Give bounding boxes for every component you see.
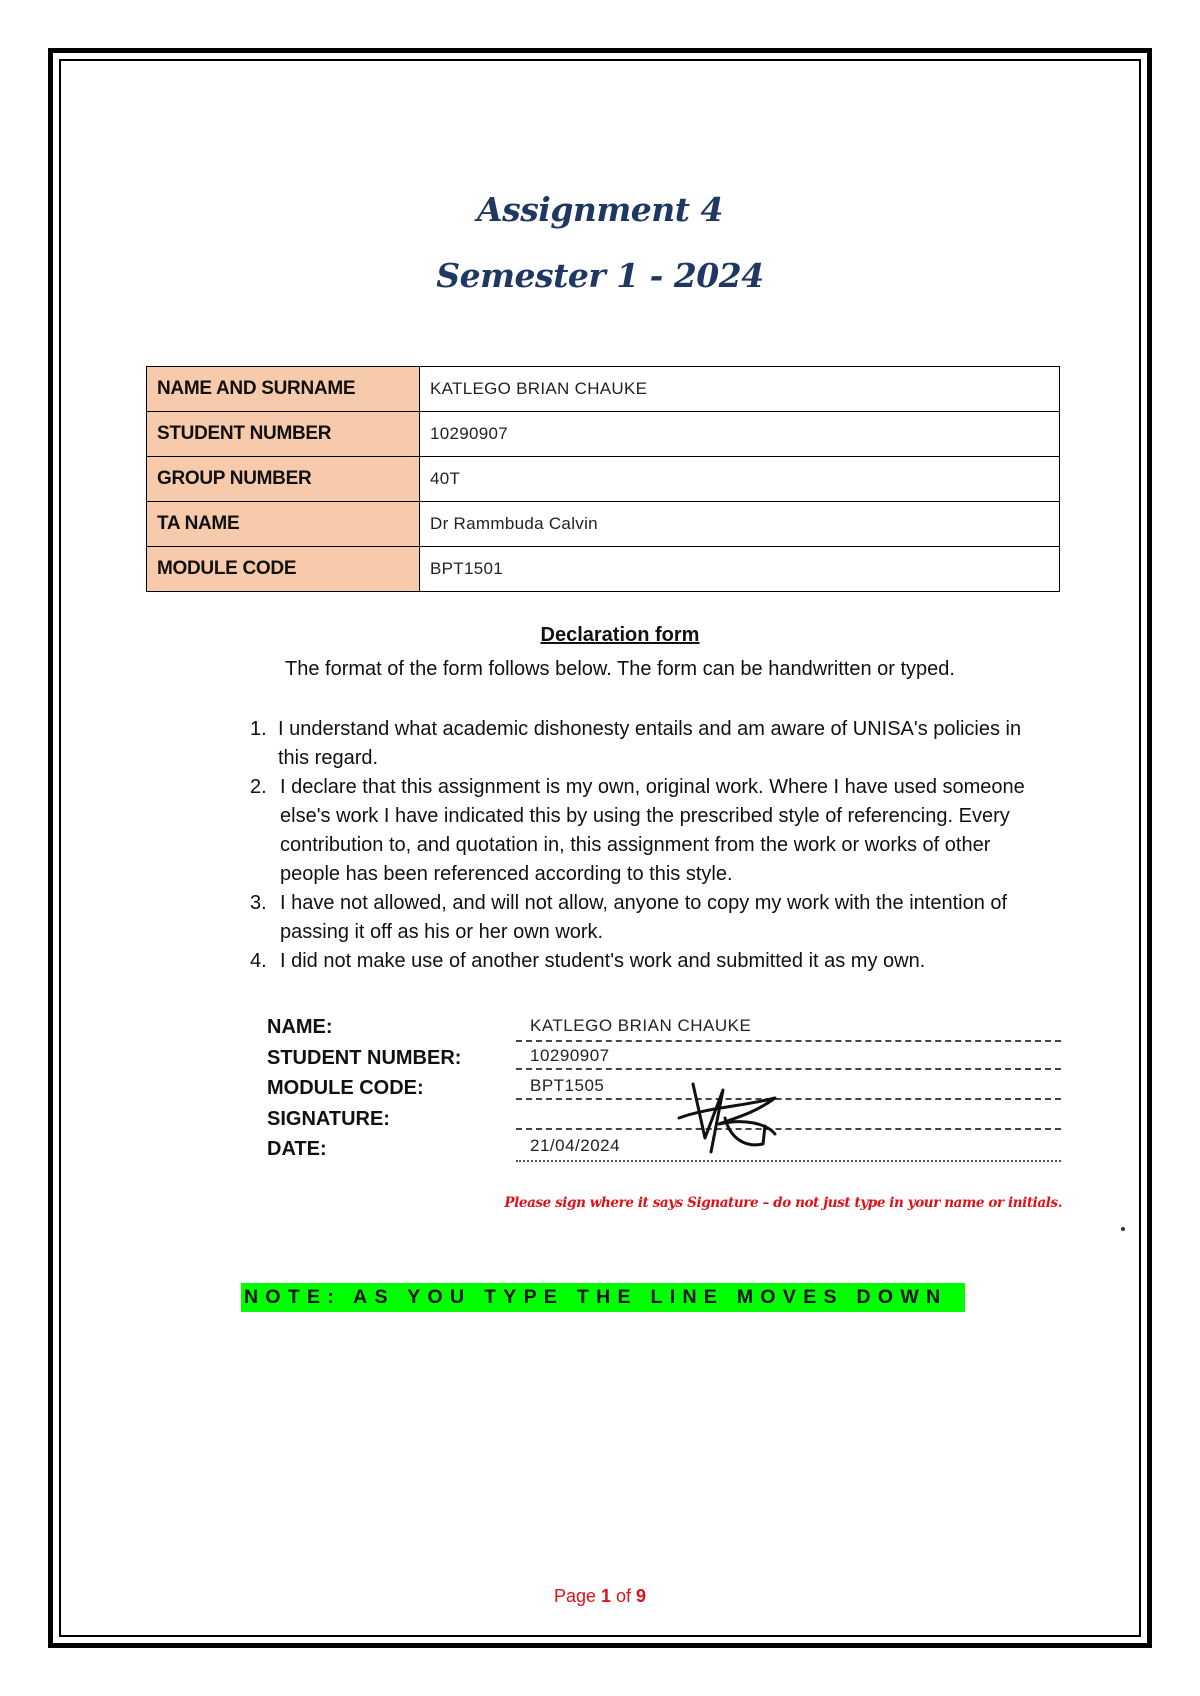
item-number: 3. (250, 892, 267, 914)
form-module-code-value: BPT1505 (530, 1076, 605, 1095)
list-item (250, 889, 1050, 947)
form-date-label: DATE: (267, 1138, 327, 1160)
handwritten-signature (675, 1078, 785, 1158)
table-row (147, 457, 1060, 502)
item-number: 1. (250, 718, 267, 740)
semester-title: Semester 1 - 2024 (436, 256, 764, 295)
assignment-title: Assignment 4 (477, 190, 723, 229)
table-row (147, 367, 1060, 412)
form-labels (267, 1012, 461, 1165)
signature-line (516, 1128, 1061, 1130)
signature-instruction-note: Please sign where it says Signature – do not just type in your name or initials. (504, 1195, 1062, 1211)
form-name-value: KATLEGO BRIAN CHAUKE (530, 1016, 752, 1035)
item-text: I have not allowed, and will not allow, anyone to copy my work with the intention of passing it off as his or her own work. (280, 892, 1008, 943)
group-number-value: 40T (420, 457, 1060, 502)
name-line (516, 1040, 1061, 1042)
item-number: 2. (250, 776, 267, 798)
ta-name-label: TA NAME (147, 502, 420, 547)
name-surname-value: KATLEGO BRIAN CHAUKE (420, 367, 1060, 412)
form-student-number-label: STUDENT NUMBER: (267, 1046, 462, 1069)
ta-name-value: Dr Rammbuda Calvin (420, 502, 1060, 547)
table-row (147, 547, 1060, 592)
student-number-value: 10290907 (420, 412, 1060, 457)
student-number-line (516, 1068, 1061, 1070)
form-module-code-label: MODULE CODE: (267, 1077, 424, 1099)
group-number-label: GROUP NUMBER (147, 457, 420, 502)
form-student-number-value: 10290907 (530, 1046, 610, 1065)
form-date-value: 21/04/2024 (530, 1136, 621, 1155)
table-row (147, 502, 1060, 547)
student-info-table (146, 366, 1060, 592)
student-number-label: STUDENT NUMBER (147, 412, 420, 457)
date-line (516, 1160, 1061, 1162)
form-name-label: NAME: (267, 1016, 333, 1038)
form-signature-label: SIGNATURE: (267, 1107, 390, 1130)
declaration-heading: Declaration form (540, 624, 700, 646)
module-code-value: BPT1501 (420, 547, 1060, 592)
name-surname-label: NAME AND SURNAME (147, 367, 420, 412)
module-code-line (516, 1098, 1061, 1100)
list-item (250, 773, 1050, 889)
declaration-intro: The format of the form follows below. The form can be handwritten or typed. (285, 658, 955, 680)
table-row (147, 412, 1060, 457)
page-of: of (611, 1586, 637, 1606)
item-text: I understand what academic dishonesty entails and am aware of UNISA's policies in this regard. (278, 718, 1022, 769)
page-current: 1 (601, 1586, 612, 1606)
module-code-label: MODULE CODE (147, 547, 420, 592)
bullet-dot (1121, 1227, 1125, 1231)
page-total: 9 (636, 1586, 647, 1606)
list-item (250, 947, 1050, 976)
item-number: 4. (250, 950, 267, 972)
item-text: I declare that this assignment is my own, original work. Where I have used someone else's work I have indicated this by using the prescribed style of referencing. Every contribution to, and quotation in, this assignment from the work or works of other people has been referenced according to this style. (280, 776, 1025, 885)
highlighted-note-banner: NOTE: AS YOU TYPE THE LINE MOVES DOWN (241, 1283, 965, 1312)
page-prefix: Page (553, 1586, 601, 1606)
list-item (250, 715, 1050, 773)
item-text: I did not make use of another student's work and submitted it as my own. (280, 950, 926, 972)
declaration-list (250, 715, 1050, 976)
page-number (0, 1586, 1200, 1607)
